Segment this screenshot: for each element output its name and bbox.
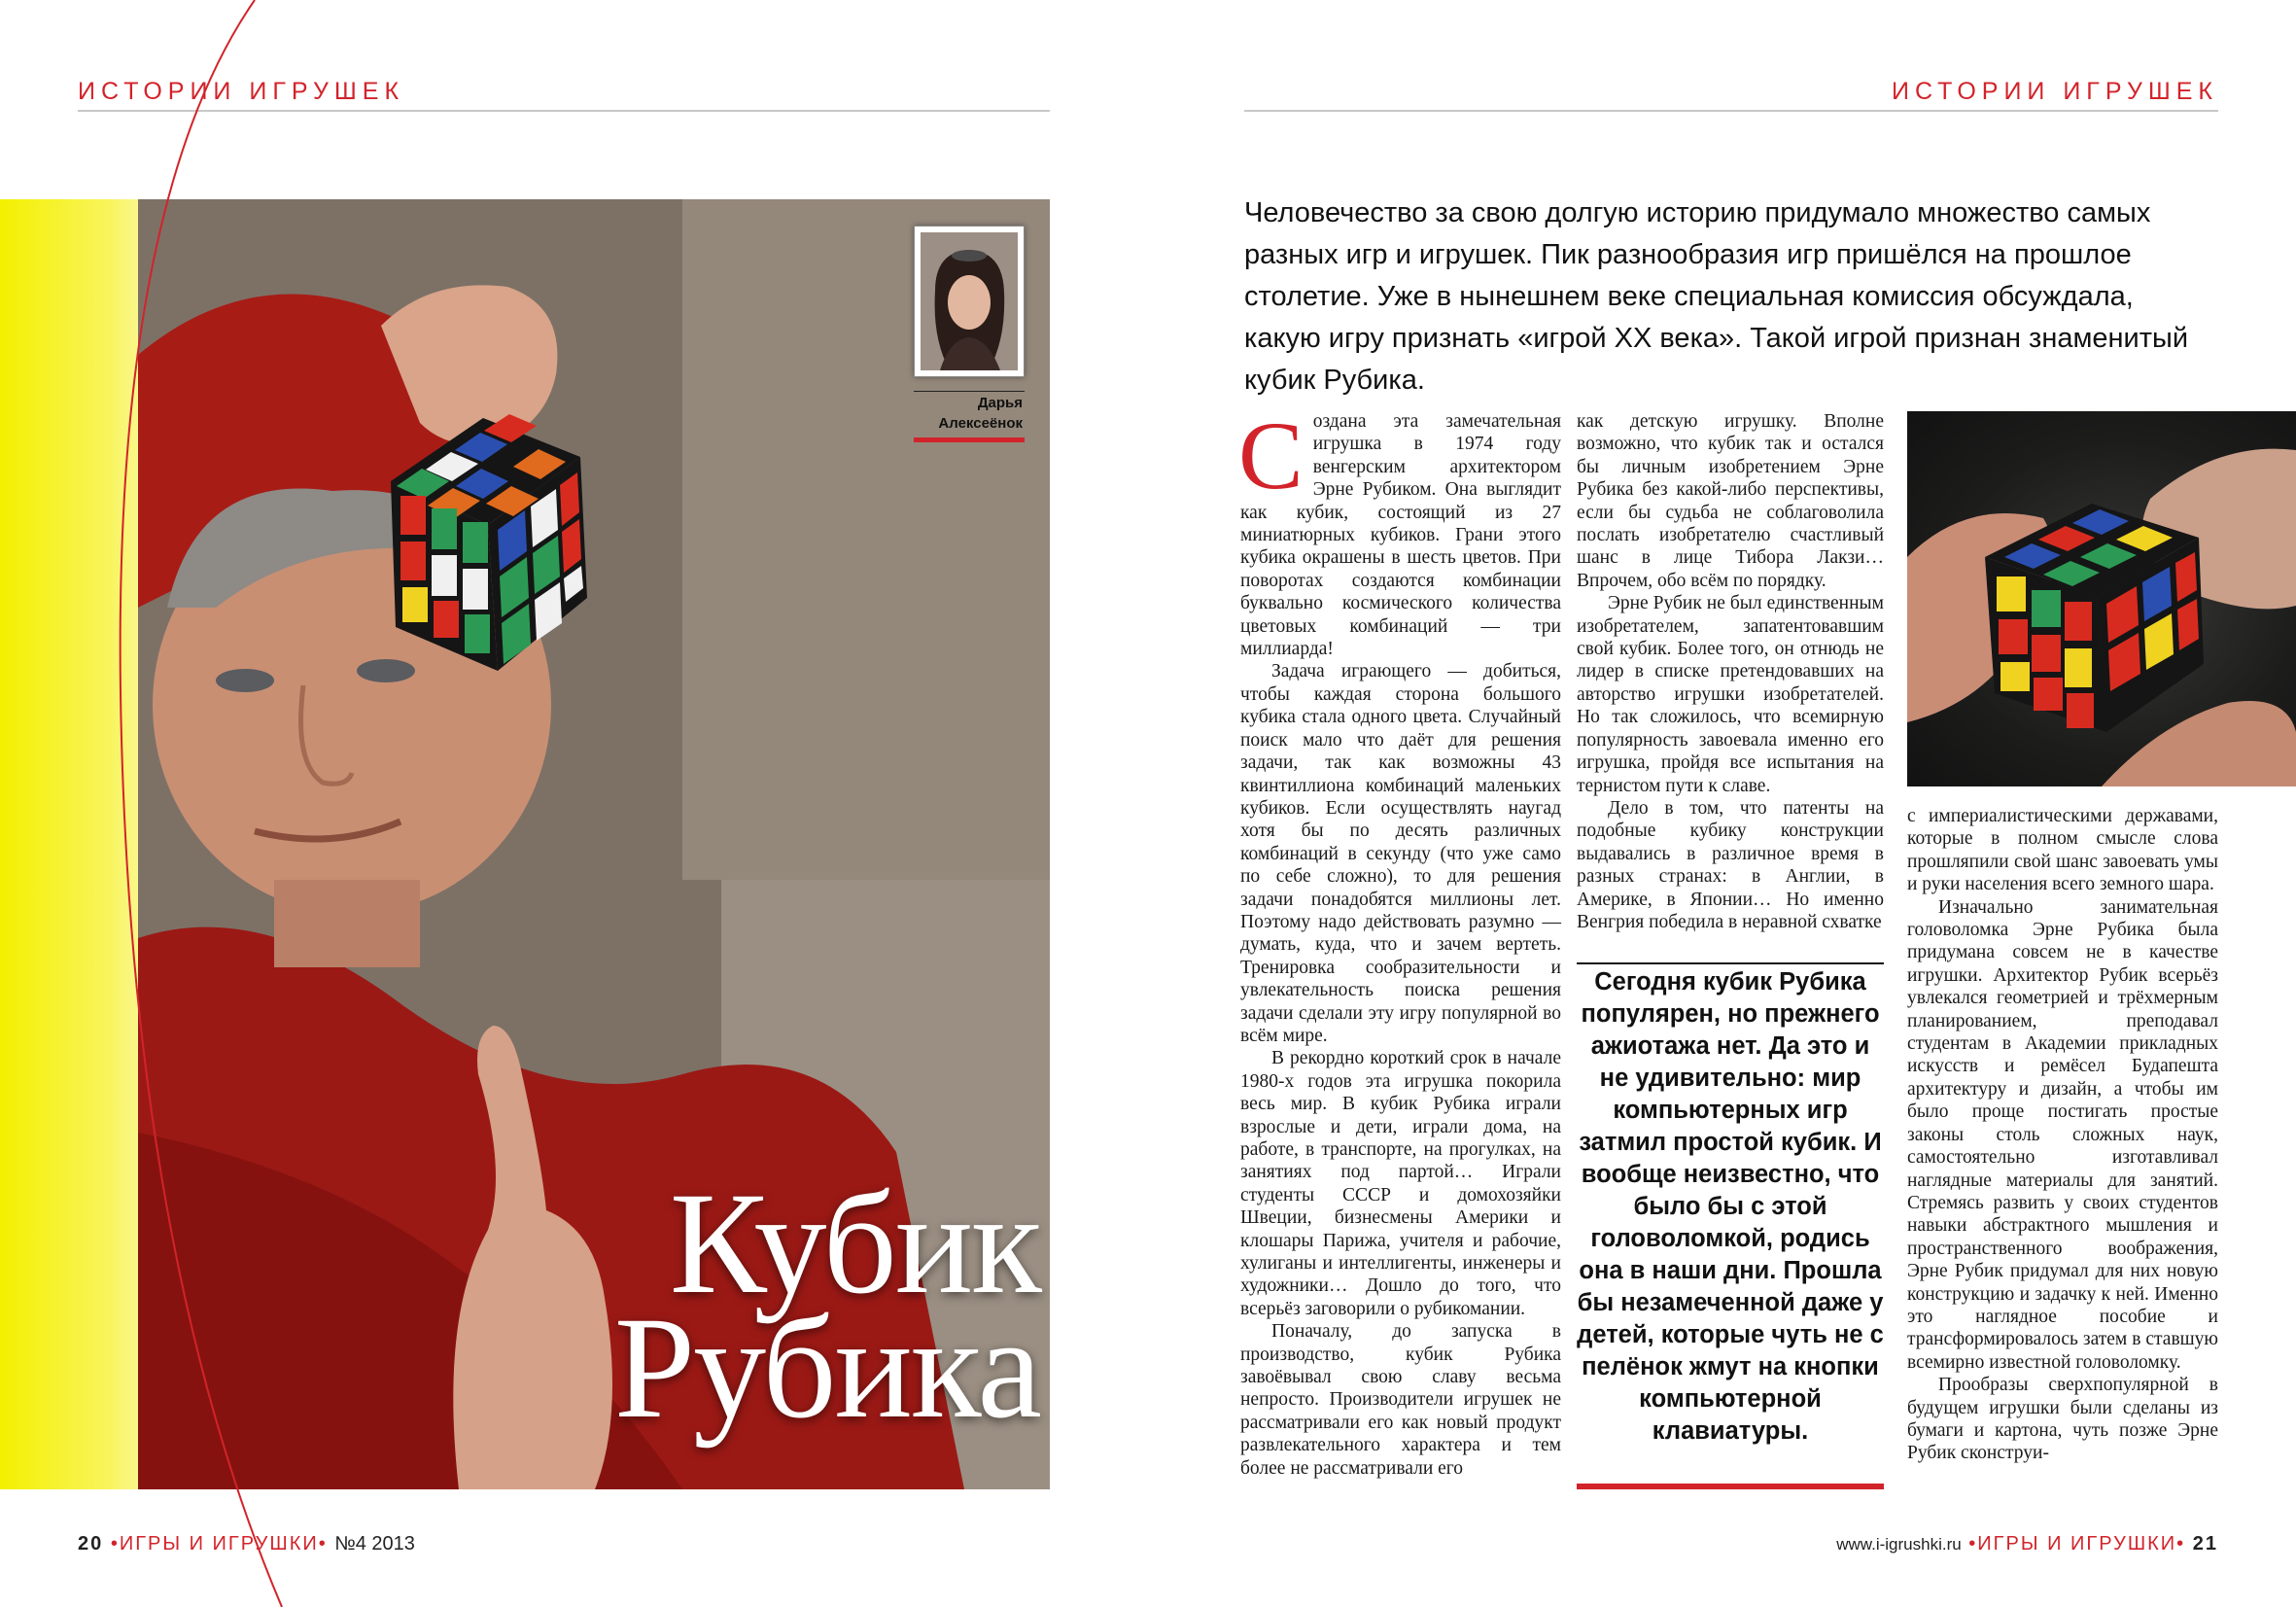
right-magazine-name: •ИГРЫ И ИГРУШКИ• [1968,1533,2186,1555]
left-section-label: ИСТОРИИ ИГРУШЕК [78,78,405,105]
article-column-1 [1238,402,1561,1480]
author-rule-red [914,437,1025,442]
col1-paragraph-1 [1238,402,1561,660]
pull-quote: Сегодня кубик Рубика популярен, но прежнего ажиотажа нет. Да это и не удивительно: мир компьютерных игр затмил простой кубик. И вообще неизвестно, что было бы с этой головоломкой, родись она в наши дни. Прошла бы незамеченной даже у детей, которые чуть не с пелёнок жмут на кнопки компьютерной клавиатуры. [1577,968,1884,1445]
col2-paragraph-2: Эрне Рубик не был единственным изобретателем, запатентовавшим свой кубик. Более того, он отнюдь не лидер в списке претендовавших на авторство игрушки изобретателей. Но так сложилось, что всемирную популярность завоевала именно его игрушка, пройдя все испытания на тернистом пути к славе. [1577,593,1884,796]
left-magazine-name: •ИГРЫ И ИГРУШКИ• [110,1533,328,1555]
magazine-url: www.i-igrushki.ru [1836,1535,1962,1554]
col2-paragraph-3: Дело в том, что патенты на подобные кубику конструкции выдавались в различное время в разных странах: в Англии, в Америке, в Японии… Но именно Венгрия победила в неравной схватке [1577,797,1884,932]
article-title-line1: Кубик [669,1163,1040,1324]
right-header-rule [1244,110,2218,112]
left-page-number: 20 [78,1533,104,1555]
col1-paragraph-2: Задача играющего — добиться, чтобы каждая сторона большого кубика стала одного цвета. Случайный поиск мало что даёт для решения задачи, так как возможны 43 квинтиллиона комбинаций маленьких кубиков. Если осуществлять наугад хотя бы по десять различных комбинаций в секунду (что уже само по себе сложно), то для решения задачи понадобятся миллионы лет. Поэтому надо действовать разумно — думать, куда, что и зачем вертеть. Тренировка сообразительности и увлекательность поиска решения задачи сделали эту игру популярной во всём мире. [1240,661,1561,1046]
left-header-rule [78,110,1050,112]
right-footer [1836,1533,2218,1555]
article-title [496,1163,1040,1449]
dropcap-letter: С [1238,402,1304,509]
right-page-number: 21 [2192,1533,2218,1555]
col1-paragraph-3: В рекордно короткий срок в начале 1980-х годов эта игрушка покорила весь мир. В кубик Рубика играли взрослые и дети, играли дома, на работе, в транспорте, на прогулках, на занятиях под партой… Играли студенты СССР и домохозяйки Швеции, бизнесмены Америки и клошары Парижа, учителя и рабочие, хулиганы и интеллигенты, инженеры и художники… Дошло до того, что всерьёз заговорили о рубикомании. [1240,1048,1561,1319]
col1-paragraph-1-text: оздана эта замечательная игрушка в 1974 году венгерским архитектором Эрне Рубиком. Она выглядит как кубик, состоящий из 27 миниатюрных кубиков. Грани этого кубика окрашены в шесть цветов. При поворотах создаются комбинации буквально космического количества цветовых комбинаций — три миллиарда! [1240,411,1561,660]
issue-number: №4 2013 [334,1533,415,1555]
right-section-label: ИСТОРИИ ИГРУШЕК [1891,78,2218,105]
author-last-name: Алексеёнок [938,415,1023,432]
hands-cube-photo [1907,411,2296,786]
article-title-line2: Рубика [613,1287,1040,1449]
col3-paragraph-1: с империалистическими державами, которые в полном смысле слова прошляпили свой шанс завоевать умы и руки населения всего земного шара. [1907,806,2218,895]
hands-cube-illustration [1907,411,2296,786]
left-footer [78,1533,415,1555]
article-column-2 [1577,410,1884,933]
col2-paragraph-1: как детскую игрушку. Вполне возможно, что кубик так и остался бы личным изобретением Эрне Рубика без какой-либо перспективы, если бы судьба не соблаговолила послать изобретателю счастливый шанс в лице Тибора Лакзи… Впрочем, обо всём по порядку. [1577,411,1884,591]
col1-paragraph-4: Поначалу, до запуска в производство, кубик Рубика завоёвывал свою славу весьма непросто. Производители игрушек не рассматривали его как новый продукт развлекательного характера и тем более не рассматривали его [1240,1321,1561,1479]
pull-quote-rule-top [1577,962,1884,964]
author-first-name: Дарья [977,395,1023,411]
author-name [875,393,1023,434]
pull-quote-rule-bottom [1577,1484,1884,1489]
col3-paragraph-2: Изначально занимательная головоломка Эрне Рубика была придумана совсем не в качестве игрушки. Архитектор Рубик всерьёз увлекался геометрией и трёхмерным планированием, преподавал студентам в Академии прикладных искусств и ремёсел Будапешта архитектуру и дизайн, а чтобы им было проще постигать простые законы столь сложных наук, самостоятельно изготавливал наглядные материалы для занятий. Стремясь развить у своих студентов навыки абстрактного мышления и пространственного воображения, Эрне Рубик придумал для них новую конструкцию и задачку к ней. Именно это наглядное пособие и трансформировалось затем в ставшую всемирно известной головоломку. [1907,896,2218,1373]
col3-paragraph-3: Прообразы сверхпопулярной в будущем игрушки были сделаны из бумаги и картона, чуть позже Эрне Рубик сконструи- [1907,1375,2218,1464]
article-column-3 [1907,805,2218,1465]
article-intro: Человечество за свою долгую историю придумало множество самых разных игр и игрушек. Пик разнообразия игр пришёлся на прошлое столетие. Уже в нынешнем веке специальная комиссия обсуждала, какую игру признать «игрой ХХ века». Такой игрой признан знаменитый кубик Рубика. [1244,197,2189,396]
author-photo [914,226,1025,377]
author-rule-top [914,391,1025,392]
author-portrait-illustration [921,232,1018,370]
